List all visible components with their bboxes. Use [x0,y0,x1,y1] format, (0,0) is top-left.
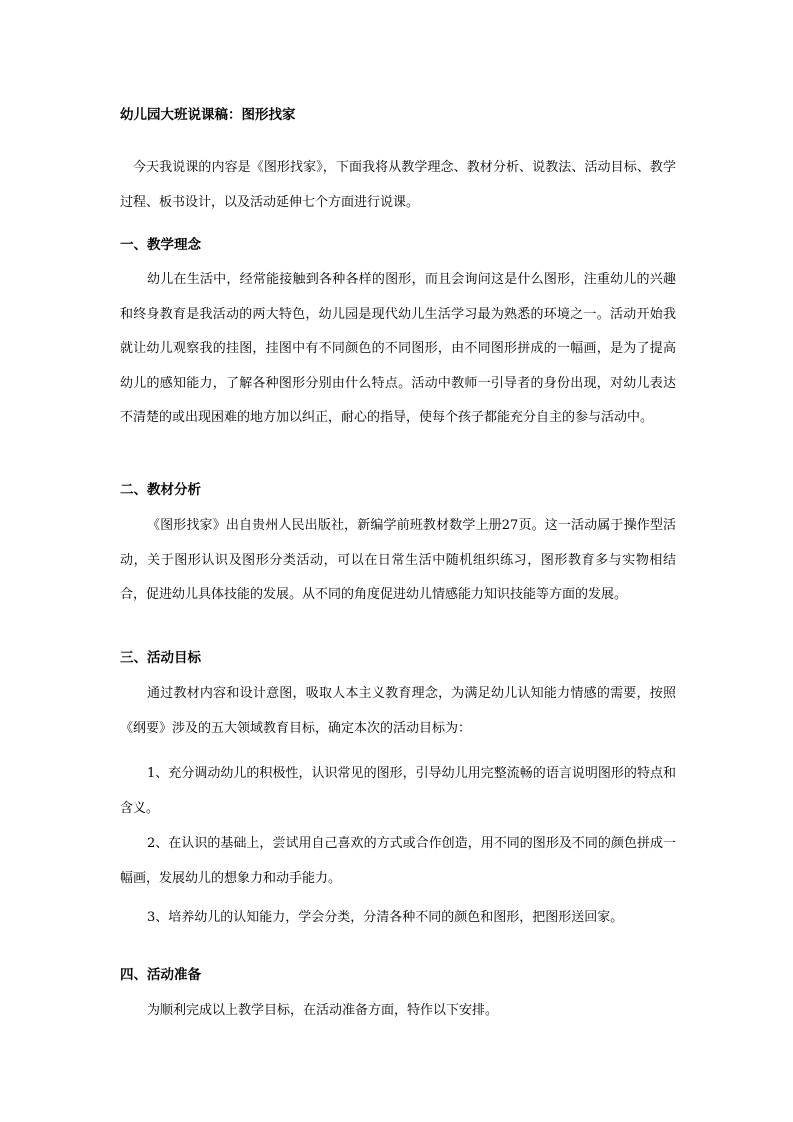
document-title: 幼儿园大班说课稿：图形找家 [120,107,296,123]
activity-preparation-paragraph: 为顺利完成以上教学目标，在活动准备方面，特作以下安排。 [147,1003,499,1018]
activity-goals-intro-paragraph: 通过教材内容和设计意图，吸取人本主义教育理念，为满足幼儿认知能力情感的需要，按照《纲要》涉及的五大领域教育目标，确定本次的活动目标为： [120,686,676,736]
material-analysis-paragraph: 《图形找家》出自贵州人民出版社，新编学前班教材数学上册27页。这一活动属于操作型活动，关于图形认识及图形分类活动，可以在日常生活中随机组织练习，图形教育多与实物相结合，促进幼儿具体技能的发展。从不同的角度促进幼儿情感能力知识技能等方面的发展。 [120,518,676,602]
activity-goal-1: 1、充分调动幼儿的积极性，认识常见的图形，引导幼儿用完整流畅的语言说明图形的特点和含义。 [120,766,676,816]
section-heading-material-analysis: 二、教材分析 [120,482,201,498]
section-heading-teaching-philosophy: 一、教学理念 [120,237,201,253]
section-heading-activity-preparation: 四、活动准备 [120,967,201,983]
intro-paragraph: 今天我说课的内容是《图形找家》，下面我将从教学理念、教材分析、说教法、活动目标、教学过程、板书设计，以及活动延伸七个方面进行说课。 [120,160,676,210]
activity-goal-3: 3、培养幼儿的认知能力，学会分类，分清各种不同的颜色和图形，把图形送回家。 [147,910,624,925]
teaching-philosophy-paragraph: 幼儿在生活中，经常能接触到各种各样的图形，而且会询问这是什么图形，注重幼儿的兴趣和终身教育是我活动的两大特色，幼儿园是现代幼儿生活学习最为熟悉的环境之一。活动开始我就让幼儿观察我的挂图，挂图中有不同颜色的不同图形，由不同图形拼成的一幅画，是为了提高幼儿的感知能力，了解各种图形分别由什么特点。活动中教师一引导者的身份出现，对幼儿表达不清楚的或出现困难的地方加以纠正，耐心的指导，使每个孩子都能充分自主的参与活动中。 [120,272,676,425]
section-heading-activity-goals: 三、活动目标 [120,650,201,666]
activity-goal-2: 2、在认识的基础上，尝试用自己喜欢的方式或合作创造，用不同的图形及不同的颜色拼成一幅画，发展幼儿的想象力和动手能力。 [120,836,676,886]
